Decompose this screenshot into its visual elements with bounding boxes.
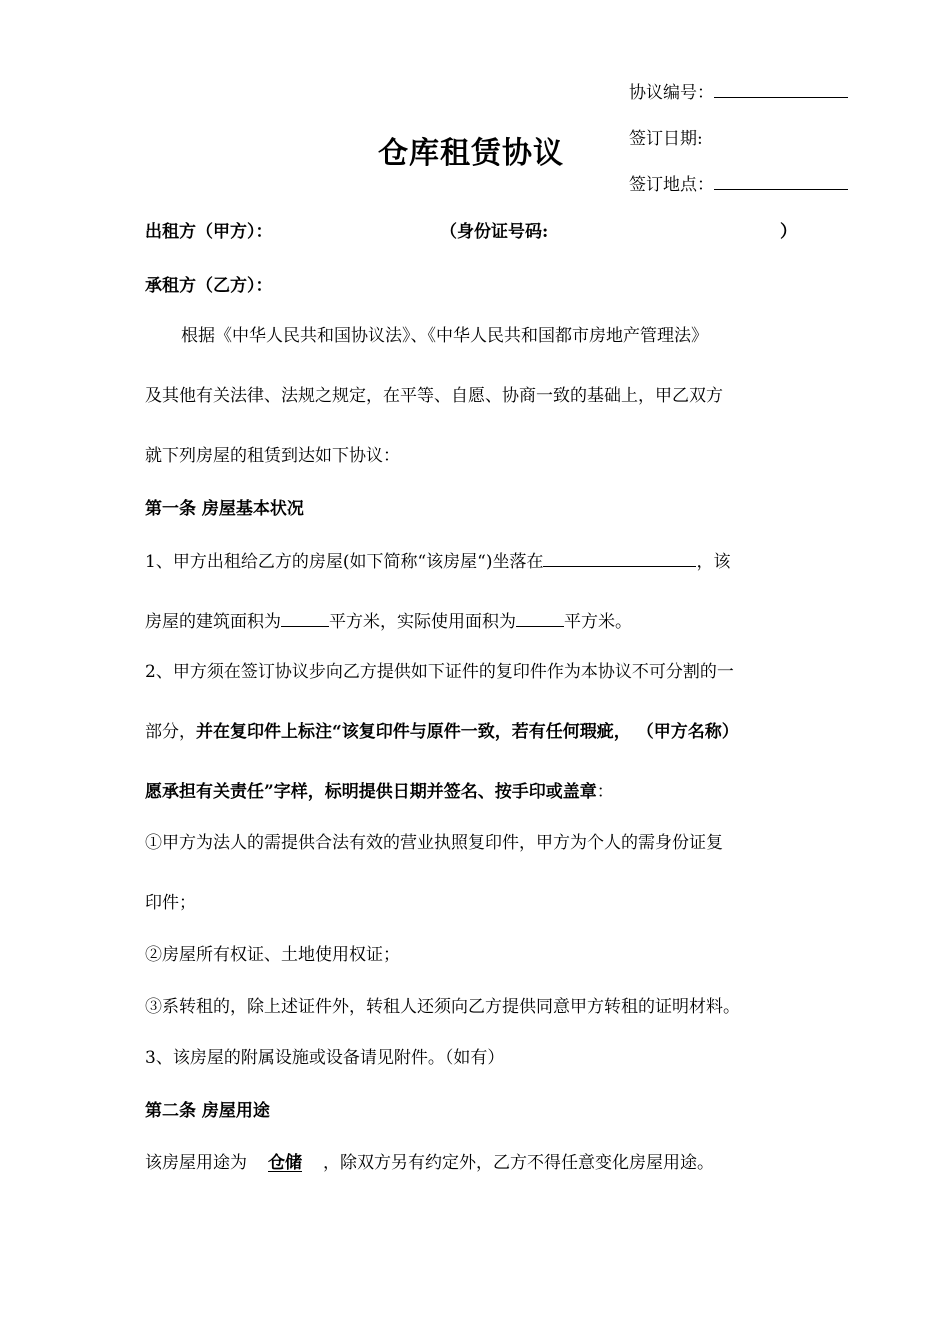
lessor-label: 出租方（甲方）： bbox=[145, 222, 273, 242]
usable-area-label: 平方米，实际使用面积为 bbox=[329, 612, 516, 632]
building-area-blank bbox=[281, 608, 329, 627]
id-number-label: （身份证号码: bbox=[440, 222, 549, 242]
usage-restriction-text: ，除双方另有约定外，乙方不得任意变化房屋用途。 bbox=[323, 1153, 714, 1173]
clause-1-location-text: 1、甲方出租给乙方的房屋(如下简称“该房屋“)坐落在 bbox=[145, 552, 544, 572]
clause-2-part-label: 部分， bbox=[145, 722, 196, 742]
article-1-clause-1-line-2 bbox=[145, 608, 632, 634]
location-blank bbox=[543, 548, 696, 567]
preamble-line-2: 及其他有关法律、法规之规定，在平等、自愿、协商一致的基础上，甲乙双方 bbox=[145, 386, 723, 406]
article-1-clause-1-line-1 bbox=[145, 548, 730, 574]
article-1-heading: 第一条 房屋基本状况 bbox=[145, 499, 304, 519]
clause-2-bold-text: 并在复印件上标注“该复印件与原件一致，若有任何瑕疵， （甲方名称） bbox=[196, 722, 739, 742]
lessee-label: 承租方（乙方）： bbox=[145, 276, 273, 296]
sign-date-label: 签订日期: bbox=[629, 129, 703, 149]
article-2-usage-line bbox=[145, 1151, 714, 1175]
article-1-clause-2-line-2 bbox=[145, 720, 739, 744]
usage-label: 该房屋用途为 bbox=[145, 1153, 247, 1173]
document-item-3: ③系转租的，除上述证件外，转租人还须向乙方提供同意甲方转租的证明材料。 bbox=[145, 997, 740, 1017]
document-item-1-line-1: ①甲方为法人的需提供合法有效的营业执照复印件，甲方为个人的需身份证复 bbox=[145, 833, 723, 853]
article-1-clause-2-line-1: 2、甲方须在签订协议步向乙方提供如下证件的复印件作为本协议不可分割的一 bbox=[145, 662, 734, 682]
document-item-1-line-2: 印件； bbox=[145, 893, 196, 913]
usable-area-unit: 平方米。 bbox=[564, 612, 632, 632]
id-number-close: ） bbox=[780, 222, 797, 242]
page-title: 仓库租赁协议 bbox=[378, 136, 564, 171]
usage-value: 仓储 bbox=[268, 1153, 302, 1173]
preamble-line-1: 根据《中华人民共和国协议法》、《中华人民共和国都市房地产管理法》 bbox=[181, 326, 708, 346]
agreement-no-blank bbox=[714, 79, 848, 98]
article-2-heading: 第二条 房屋用途 bbox=[145, 1101, 270, 1121]
sign-place-blank bbox=[714, 171, 848, 190]
usable-area-blank bbox=[516, 608, 564, 627]
clause-2-colon: ： bbox=[596, 782, 614, 802]
agreement-no-row bbox=[629, 78, 848, 103]
sign-place-row bbox=[629, 170, 848, 195]
agreement-no-label: 协议编号： bbox=[629, 83, 714, 103]
sign-place-label: 签订地点： bbox=[629, 175, 714, 195]
article-1-clause-3: 3、该房屋的附属设施或设备请见附件。（如有） bbox=[145, 1048, 505, 1068]
article-1-clause-2-line-3 bbox=[145, 780, 614, 804]
clause-1-location-suffix: ，该 bbox=[696, 552, 731, 572]
building-area-label: 房屋的建筑面积为 bbox=[145, 612, 281, 632]
preamble-line-3: 就下列房屋的租赁到达如下协议： bbox=[145, 446, 400, 466]
sign-date-row bbox=[629, 124, 703, 149]
clause-2-bold-text-cont: 愿承担有关责任”字样，标明提供日期并签名、按手印或盖章 bbox=[145, 782, 597, 802]
document-item-2: ②房屋所有权证、土地使用权证； bbox=[145, 945, 400, 965]
